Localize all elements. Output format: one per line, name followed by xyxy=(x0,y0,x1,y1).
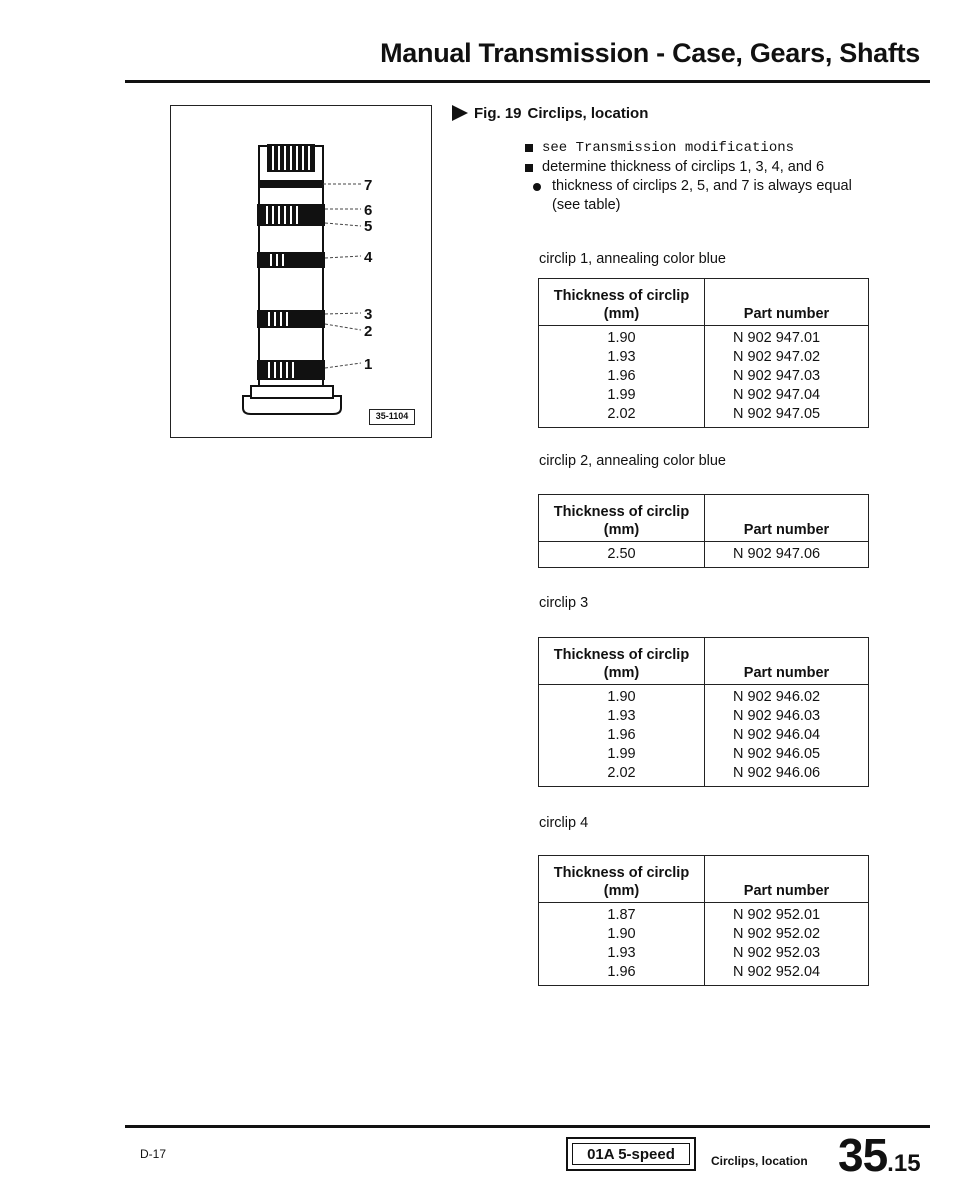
thickness-value: 1.90 xyxy=(607,689,636,705)
table-row xyxy=(539,903,869,986)
circlip-3-table xyxy=(538,637,869,787)
thickness-value: 2.50 xyxy=(607,546,636,562)
footer-rule xyxy=(125,1125,930,1128)
model-box xyxy=(566,1137,696,1171)
table-label: circlip 3 xyxy=(539,595,589,611)
thickness-value: 1.93 xyxy=(607,349,636,365)
table-row xyxy=(539,542,869,568)
cross-reference: see Transmission modifications xyxy=(542,140,795,156)
circlip-4-table xyxy=(538,855,869,986)
column-header-thickness: Thickness of circlip (mm) xyxy=(539,856,705,903)
part-number: N 902 952.01 xyxy=(733,907,821,923)
table-row xyxy=(539,685,869,787)
circlip-1-table xyxy=(538,278,869,428)
part-number: N 902 946.03 xyxy=(733,708,821,724)
column-header-thickness: Thickness of circlip (mm) xyxy=(539,638,705,685)
instruction-list xyxy=(524,138,884,215)
column-header-part-number: Part number xyxy=(705,495,869,542)
thickness-value: 1.96 xyxy=(607,964,636,980)
thickness-value: 1.96 xyxy=(607,727,636,743)
callout-3: 3 xyxy=(364,306,373,323)
figure-caption xyxy=(452,105,648,122)
table-label: circlip 2, annealing color blue xyxy=(539,453,726,469)
figure-code-label: 35-1104 xyxy=(369,409,415,425)
list-item xyxy=(532,177,884,215)
part-number: N 902 952.04 xyxy=(733,964,821,980)
callout-6: 6 xyxy=(364,202,373,219)
part-number: N 902 947.04 xyxy=(733,387,821,403)
column-header-thickness: Thickness of circlip (mm) xyxy=(539,495,705,542)
thickness-value: 1.87 xyxy=(607,907,636,923)
shaft-drawing xyxy=(171,106,433,439)
callout-2: 2 xyxy=(364,323,373,340)
shaft-illustration xyxy=(170,105,432,438)
instruction-text: determine thickness of circlips 1, 3, 4, and 6 xyxy=(542,159,825,175)
page-number-suffix: .15 xyxy=(887,1150,921,1177)
header-rule xyxy=(125,80,930,83)
part-number: N 902 952.02 xyxy=(733,926,821,942)
page-title: Manual Transmission - Case, Gears, Shafts xyxy=(380,38,920,68)
column-header-part-number: Part number xyxy=(705,856,869,903)
table-label: circlip 4 xyxy=(539,815,589,831)
instruction-text: thickness of circlips 2, 5, and 7 is always equal (see table) xyxy=(552,178,852,213)
callout-4: 4 xyxy=(364,249,373,266)
thickness-value: 1.99 xyxy=(607,387,636,403)
table-row xyxy=(539,326,869,428)
part-number: N 902 946.05 xyxy=(733,746,821,762)
footer-section-label: Circlips, location xyxy=(711,1154,808,1168)
part-number: N 902 946.06 xyxy=(733,765,821,781)
part-number: N 902 947.02 xyxy=(733,349,821,365)
part-number: N 902 946.02 xyxy=(733,689,821,705)
circlip-2-table xyxy=(538,494,869,568)
figure-title: Circlips, location xyxy=(527,105,649,122)
thickness-value: 2.02 xyxy=(607,765,636,781)
list-item xyxy=(524,138,884,158)
thickness-value: 1.90 xyxy=(607,926,636,942)
part-number: N 902 947.01 xyxy=(733,330,821,346)
column-header-part-number: Part number xyxy=(705,638,869,685)
page-number xyxy=(838,1128,921,1182)
list-item xyxy=(524,158,884,177)
callout-5: 5 xyxy=(364,218,373,235)
part-number: N 902 947.06 xyxy=(733,546,821,562)
thickness-value: 1.93 xyxy=(607,945,636,961)
square-bullet-icon xyxy=(525,164,533,172)
part-number: N 902 952.03 xyxy=(733,945,821,961)
model-label: 01A 5-speed xyxy=(572,1143,690,1165)
table-label: circlip 1, annealing color blue xyxy=(539,251,726,267)
square-bullet-icon xyxy=(525,144,533,152)
column-header-part-number: Part number xyxy=(705,279,869,326)
thickness-value: 1.99 xyxy=(607,746,636,762)
arrow-right-icon xyxy=(452,105,468,121)
column-header-thickness: Thickness of circlip (mm) xyxy=(539,279,705,326)
part-number: N 902 947.05 xyxy=(733,406,821,422)
thickness-value: 1.96 xyxy=(607,368,636,384)
callout-7: 7 xyxy=(364,177,373,194)
thickness-value: 1.90 xyxy=(607,330,636,346)
thickness-value: 1.93 xyxy=(607,708,636,724)
part-number: N 902 947.03 xyxy=(733,368,821,384)
group-number: 35 xyxy=(838,1129,888,1181)
part-number: N 902 946.04 xyxy=(733,727,821,743)
figure-number: Fig. 19 xyxy=(474,105,522,122)
round-bullet-icon xyxy=(533,183,541,191)
page-code: D-17 xyxy=(140,1147,167,1161)
callout-1: 1 xyxy=(364,356,373,373)
thickness-value: 2.02 xyxy=(607,406,636,422)
